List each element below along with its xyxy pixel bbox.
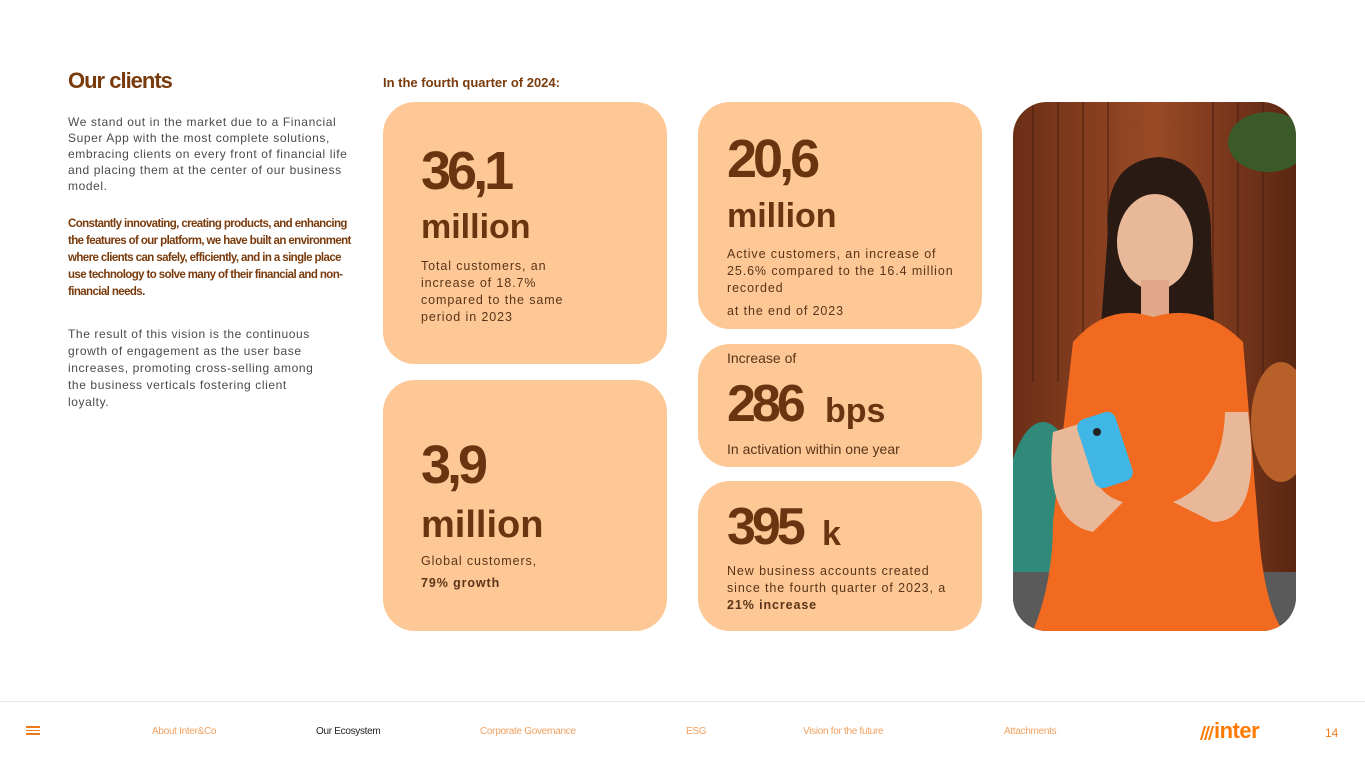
active-customers-card [698, 102, 982, 329]
business-accounts-growth: 21% increase [727, 598, 818, 612]
activation-head: Increase of [727, 350, 797, 366]
global-customers-unit: million [421, 504, 544, 546]
global-customers-desc: Global customers, [421, 554, 538, 568]
activation-card [698, 344, 982, 467]
page-number: 14 [1325, 726, 1339, 740]
inter-logo-text: inter [1214, 718, 1260, 743]
total-customers-desc: Total customers, an increase of 18.7% compared to the same period in 2023 [421, 259, 564, 324]
nav-vision[interactable]: Vision for the future [803, 726, 884, 737]
global-customers-card [383, 380, 667, 631]
menu-icon[interactable] [26, 724, 40, 738]
result-paragraph: The result of this vision is the continuous growth of engagement as the user base increases, promoting cross-selling among the business verticals fostering client loyalty. [68, 327, 314, 409]
activation-desc: In activation within one year [727, 441, 900, 457]
inter-logo-mark-icon [1198, 722, 1214, 742]
nav-esg[interactable]: ESG [686, 726, 707, 737]
client-photo [1013, 102, 1296, 631]
business-accounts-value: 395 [727, 498, 802, 556]
page-title: Our clients [68, 68, 172, 93]
global-customers-value: 3,9 [421, 435, 485, 495]
active-customers-unit: million [727, 197, 837, 235]
global-customers-growth: 79% growth [421, 576, 501, 590]
nav-about[interactable]: About Inter&Co [152, 726, 217, 737]
highlight-paragraph: Constantly innovating, creating products, and enhancing the features of our platform, we have built an environment where clients can safely, efficiently, and in a single place use technology to solve many of their financial and non-financial needs. [68, 218, 351, 298]
business-accounts-card [698, 481, 982, 631]
active-customers-desc: Active customers, an increase of 25.6% compared to the 16.4 million recorded [727, 247, 954, 295]
business-accounts-desc: New business accounts created since the fourth quarter of 2023, a [727, 564, 947, 595]
total-customers-value: 36,1 [421, 141, 511, 201]
active-customers-value: 20,6 [727, 129, 817, 189]
period-heading: In the fourth quarter of 2024: [383, 75, 560, 90]
business-accounts-unit: k [822, 515, 841, 553]
activation-unit: bps [825, 392, 886, 430]
active-customers-desc-2: at the end of 2023 [727, 304, 844, 318]
nav-governance[interactable]: Corporate Governance [480, 726, 576, 737]
nav-ecosystem[interactable]: Our Ecosystem [316, 726, 381, 737]
total-customers-unit: million [421, 208, 531, 246]
intro-paragraph: We stand out in the market due to a Financial Super App with the most complete solutions, embracing clients on every front of financial life and placing them at the center of our business model. [68, 115, 348, 193]
nav-attachments[interactable]: Attachments [1004, 726, 1057, 737]
footer-divider [0, 701, 1365, 702]
activation-value: 286 [727, 375, 802, 433]
total-customers-card [383, 102, 667, 364]
